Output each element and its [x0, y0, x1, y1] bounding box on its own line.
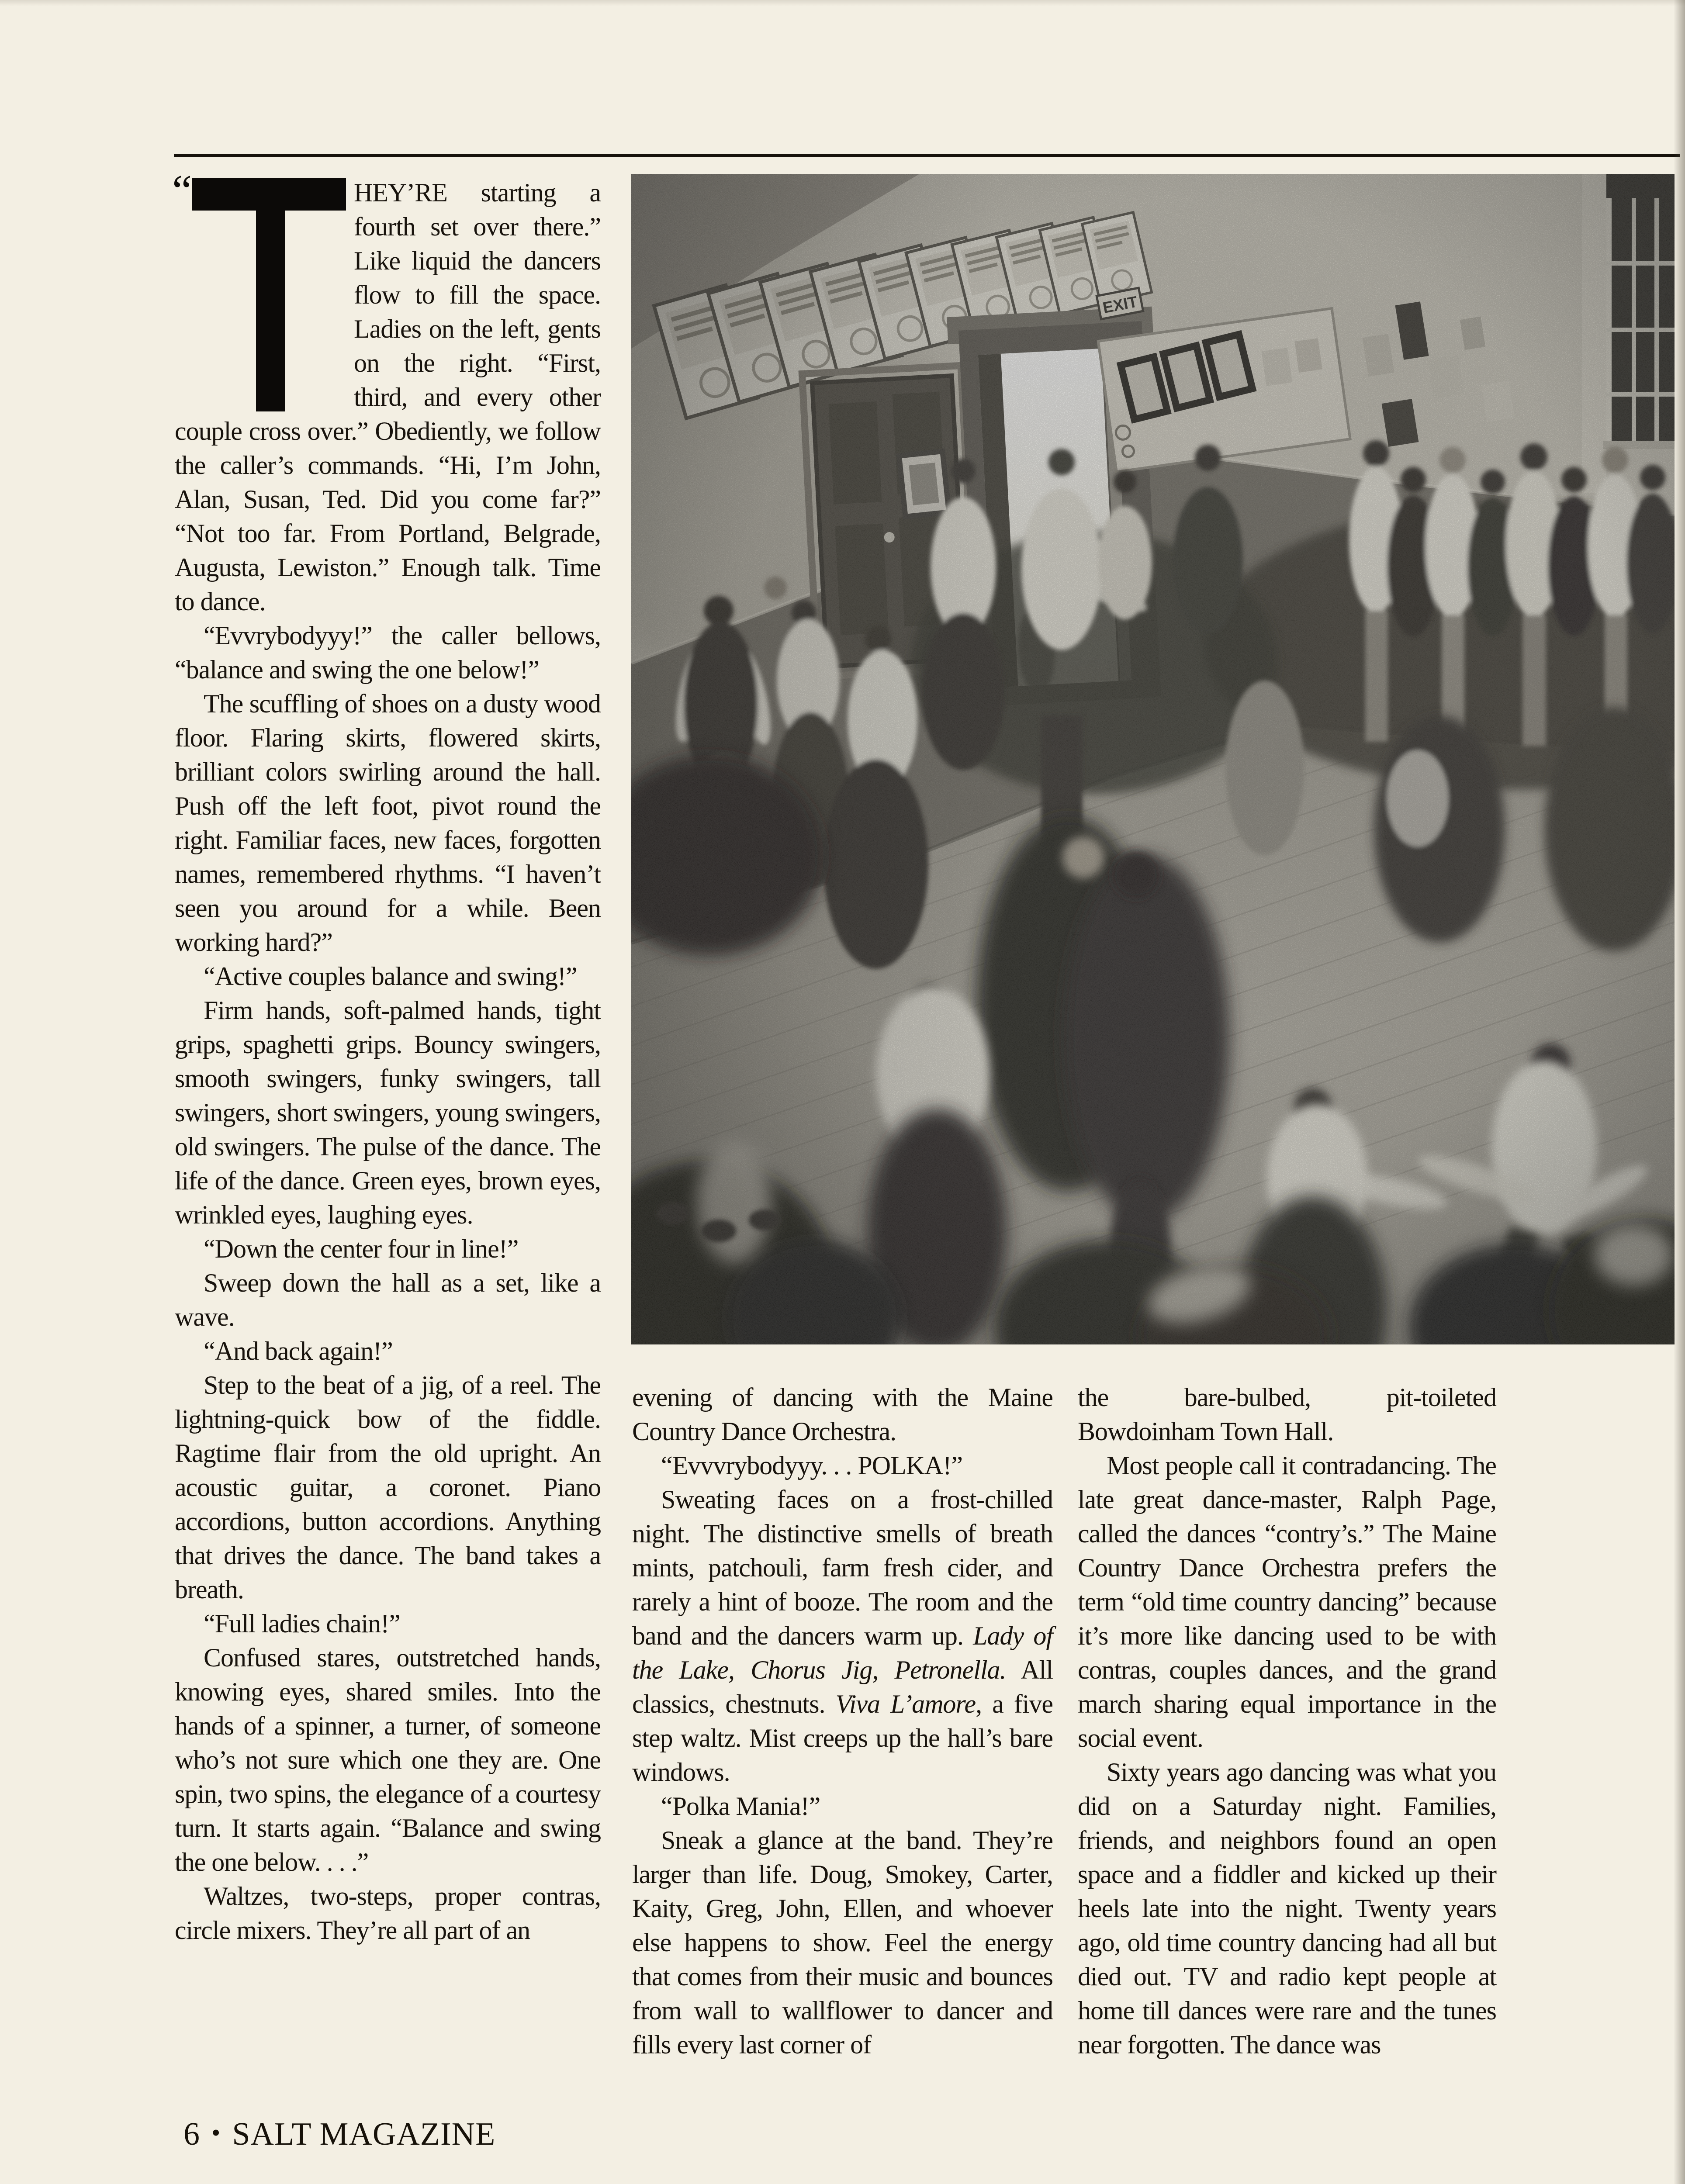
drop-cap [172, 166, 354, 414]
page-footer [183, 2116, 495, 2153]
paragraph: Sneak a glance at the band. They’re larger than life. Doug, Smokey, Carter, Kaity, Greg, John, Ellen, and whoever else happens to show. Feel the energy that comes from their music and bounces from wall to wallflower to dancer and fills every last corner of [632, 1826, 1053, 2059]
paragraph-text: HEY’RE starting a fourth set over there.” Like liquid the dancers flow to fill the space. Ladies on the left, gents on the right. “First, third, and every other couple cross over.” Obediently, we follow the caller’s commands. “Hi, I’m John, Alan, Susan, Ted. Did you come far?” “Not too far. From Portland, Belgrade, Augusta, Lewiston.” Enough talk. Time to dance. [175, 178, 601, 616]
drop-cap-letter-shape [256, 210, 285, 411]
paragraph: “Down the center four in line!” [204, 1234, 519, 1263]
paragraph: Confused stares, outstretched hands, knowing eyes, shared smiles. Into the hands of a spinner, a turner, of someone who’s not sure which one they are. One spin, two spins, the elegance of a courtesy turn. It starts again. “Balance and swing the one below. . . .” [175, 1643, 601, 1876]
paragraph: Most people call it contradancing. The late great dance-master, Ralph Page, called the dances “contry’s.” The Maine Country Dance Orchestra prefers the term “old time country dancing” because it’s more like dancing used to be with contras, couples dances, and the grand march sharing equal importance in the social event. [1078, 1451, 1496, 1752]
paragraph: Step to the beat of a jig, of a reel. The lightning-quick bow of the fiddle. Ragtime flair from the old upright. An acoustic guitar, a coronet. Piano accordions, button accordions. Anything that drives the dance. The band takes a breath. [175, 1371, 601, 1604]
paragraph-text: All classics, chestnuts. [632, 1655, 1053, 1718]
paragraph: “Evvrybodyyy!” the caller bellows, “balance and swing the one below!” [175, 621, 601, 684]
tune-title: Viva L’amore [835, 1690, 976, 1718]
paragraph: Firm hands, soft-palmed hands, tight grips, spaghetti grips. Bouncy swingers, smooth swingers, funky swingers, tall swingers, short swingers, young swingers, old swingers. The pulse of the dance. The life of the dance. Green eyes, brown eyes, wrinkled eyes, laughing eyes. [175, 996, 601, 1229]
right-column [1078, 1380, 1496, 2062]
footer-bullet: • [211, 2118, 221, 2147]
scan-edge-right [1674, 0, 1685, 2184]
page-number: 6 [183, 2116, 200, 2152]
opening-paragraph [172, 166, 601, 619]
paragraph-text: , a five step waltz. Mist creeps up the hall’s bare windows. [632, 1690, 1053, 1787]
dance-hall-photo [631, 174, 1675, 1344]
tune-title: Lady of the Lake, Chorus Jig, Petronella. [632, 1621, 1053, 1684]
paragraph [632, 1482, 1053, 1789]
middle-column [632, 1380, 1053, 2062]
paragraph-text: Sweating faces on a frost-chilled night. The distinctive smells of breath mints, patchouli, farm fresh cider, and rarely a hint of booze. The room and the band and the dancers warm up. [632, 1485, 1053, 1650]
paragraph: “And back again!” [204, 1337, 393, 1365]
left-column [172, 166, 601, 1947]
paragraph: Sixty years ago dancing was what you did on a Saturday night. Families, friends, and neighbors found an open space and a fiddler and kicked up their heels late into the night. Twenty years ago, old time country dancing had all but died out. TV and radio kept people at home till dances were rare and the tunes near forgotten. The dance was [1078, 1758, 1496, 2059]
paragraph: “Full ladies chain!” [204, 1609, 400, 1638]
scan-edge-top [0, 0, 1685, 6]
paragraph: Sweep down the hall as a set, like a wave. [175, 1268, 601, 1331]
paragraph: “Polka Mania!” [661, 1792, 820, 1821]
paragraph: the bare-bulbed, pit-toileted Bowdoinham Town Hall. [1078, 1383, 1496, 1446]
paragraph: evening of dancing with the Maine Country Dance Orchestra. [632, 1383, 1053, 1446]
paragraph: Waltzes, two-steps, proper contras, circle mixers. They’re all part of an [175, 1882, 601, 1945]
drop-cap-letter-shape [192, 178, 346, 211]
paragraph: “Evvvrybodyyy. . . POLKA!” [661, 1451, 962, 1480]
open-quote-mark: “ [172, 166, 192, 215]
magazine-name: SALT MAGAZINE [232, 2116, 496, 2152]
paragraph: “Active couples balance and swing!” [204, 962, 577, 991]
paragraph: The scuffling of shoes on a dusty wood floor. Flaring skirts, flowered skirts, brilliant colors swirling around the hall. Push off the left foot, pivot round the right. Familiar faces, new faces, forgotten names, remembered rhythms. “I haven’t seen you around for a while. Been working hard?” [175, 689, 601, 957]
section-rule [174, 154, 1680, 157]
